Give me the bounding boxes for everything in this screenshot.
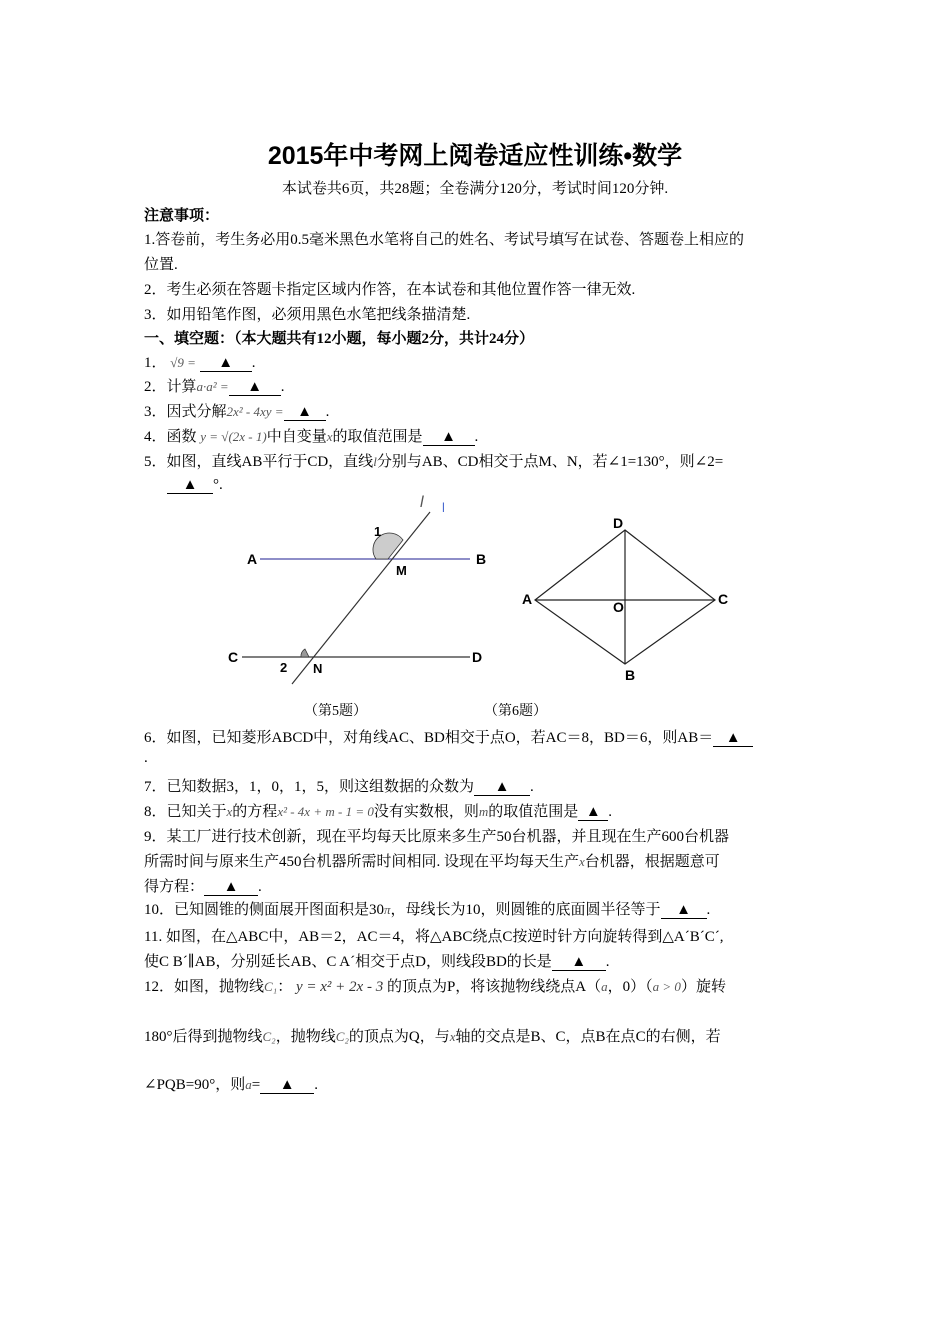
q2-expression: a·a² = xyxy=(196,379,229,394)
question-12: 12．如图，抛物线C₁： y = x² + 2x - 3 的顶点为P，将该抛物线绕点A（a，0）（a > 0）旋转 xyxy=(144,979,726,995)
question-11-line-2: 使C B´∥AB，分别延长AB、C A´相交于点D，则线段BD的长是 ▲ . xyxy=(144,954,610,970)
label-d: D xyxy=(472,649,483,665)
question-12-line-3: ∠PQB=90°，则a= ▲ . xyxy=(144,1077,318,1093)
notice-item-1: 1.答卷前，考生务必用0.5毫米黑色水笔将自己的姓名、考试号填写在试卷、答题卷上相应的 xyxy=(144,232,745,248)
figure-5-caption: （第5题） xyxy=(304,704,367,719)
angle-2-mark xyxy=(301,649,309,657)
question-5-answer: ▲ °. xyxy=(167,477,223,494)
question-8: 8．已知关于x的方程x² - 4x + m - 1 = 0没有实数根，则m的取值范围是 ▲ . xyxy=(144,804,613,820)
label-angle-1: 1 xyxy=(374,524,382,539)
label-o: O xyxy=(613,599,624,615)
label-c: C xyxy=(718,591,729,607)
question-12-line-2: 180°后得到抛物线C₂，抛物线C₂的顶点为Q，与x轴的交点是B、C，点B在点C的右侧，若 xyxy=(144,1029,721,1045)
figure-6-caption: （第6题） xyxy=(484,704,547,719)
notice-item-2: 2．考生必须在答题卡指定区域内作答，在本试卷和其他位置作答一律无效. xyxy=(144,282,636,298)
page-title: 2015年中考网上阅卷适应性训练•数学 xyxy=(267,142,683,170)
question-11: 11. 如图，在△ABC中，AB＝2，AC＝4，将△ABC绕点C按逆时针方向旋转得到△A´B´C´, xyxy=(144,929,724,945)
answer-blank[interactable]: ▲ xyxy=(200,355,252,372)
answer-blank[interactable]: ▲ xyxy=(578,804,608,821)
label-l-mark: l xyxy=(442,500,445,515)
label-n: N xyxy=(313,661,323,676)
section-heading: 一、填空题：（本大题共有12小题，每小题2分，共计24分） xyxy=(144,331,535,347)
label-angle-2: 2 xyxy=(280,660,288,675)
label-a: A xyxy=(522,591,533,607)
notice-item-1-cont: 位置. xyxy=(144,257,178,273)
question-9-line-2: 所需时间与原来生产450台机器所需时间相同. 设现在平均每天生产x台机器，根据题意可 xyxy=(144,854,720,870)
q3-expression: 2x² - 4xy = xyxy=(226,404,284,419)
question-2: 2．计算a·a² = ▲ . xyxy=(144,379,285,395)
answer-blank[interactable]: ▲ xyxy=(474,779,530,796)
answer-blank[interactable]: ▲ xyxy=(661,902,707,919)
question-5: 5．如图，直线AB平行于CD，直线l分别与AB、CD相交于点M、N，若∠1=130°，则∠2= xyxy=(144,454,724,470)
transversal-l xyxy=(292,512,430,684)
answer-blank[interactable]: ▲ xyxy=(552,954,606,971)
q4-expression: y = √(2x - 1) xyxy=(200,429,267,444)
notice-item-3: 3．如用铅笔作图，必须用黑色水笔把线条描清楚. xyxy=(144,307,471,323)
label-a: A xyxy=(247,551,258,567)
exam-info: 本试卷共6页，共28题；全卷满分120分，考试时间120分钟. xyxy=(281,181,669,197)
answer-blank[interactable]: ▲ xyxy=(204,879,258,896)
question-9: 9．某工厂进行技术创新，现在平均每天比原来多生产50台机器，并且现在生产600台机器 xyxy=(144,829,730,845)
answer-blank[interactable]: ▲ xyxy=(423,429,475,446)
answer-blank[interactable]: ▲ xyxy=(284,404,326,421)
answer-blank[interactable]: ▲ xyxy=(167,477,213,494)
q12-expression: y = x² + 2x - 3 xyxy=(295,979,384,995)
q8-expression: x² - 4x + m - 1 = 0 xyxy=(277,804,374,819)
label-c: C xyxy=(228,649,239,665)
figure-6-rhombus xyxy=(515,512,745,687)
q1-expression: √9 = xyxy=(170,355,196,370)
answer-blank[interactable]: ▲ xyxy=(260,1077,314,1094)
question-6-end: . xyxy=(144,750,148,766)
label-m: M xyxy=(396,563,407,578)
label-b: B xyxy=(625,667,636,683)
answer-blank[interactable]: ▲ xyxy=(229,379,281,396)
question-4: 4．函数 y = √(2x - 1)中自变量x的取值范围是 ▲ . xyxy=(144,429,479,445)
answer-blank[interactable]: ▲ xyxy=(713,730,753,747)
question-9-line-3: 得方程： ▲ . xyxy=(144,879,262,895)
question-3: 3．因式分解2x² - 4xy = ▲ . xyxy=(144,404,330,420)
question-6: 6．如图，已知菱形ABCD中，对角线AC、BD相交于点O，若AC＝8，BD＝6，则AB＝ ▲ xyxy=(144,726,753,747)
figure-5-parallel-lines xyxy=(230,492,500,692)
label-b: B xyxy=(476,551,487,567)
question-7: 7．已知数据3，1，0，1，5，则这组数据的众数为 ▲ . xyxy=(144,779,534,795)
notice-heading: 注意事项： xyxy=(144,208,220,224)
question-10: 10．已知圆锥的侧面展开图面积是30π，母线长为10，则圆锥的底面圆半径等于 ▲ . xyxy=(144,902,711,918)
label-l: l xyxy=(420,494,424,511)
question-1: 1． √9 = ▲ . xyxy=(144,355,256,371)
label-d: D xyxy=(613,515,624,531)
